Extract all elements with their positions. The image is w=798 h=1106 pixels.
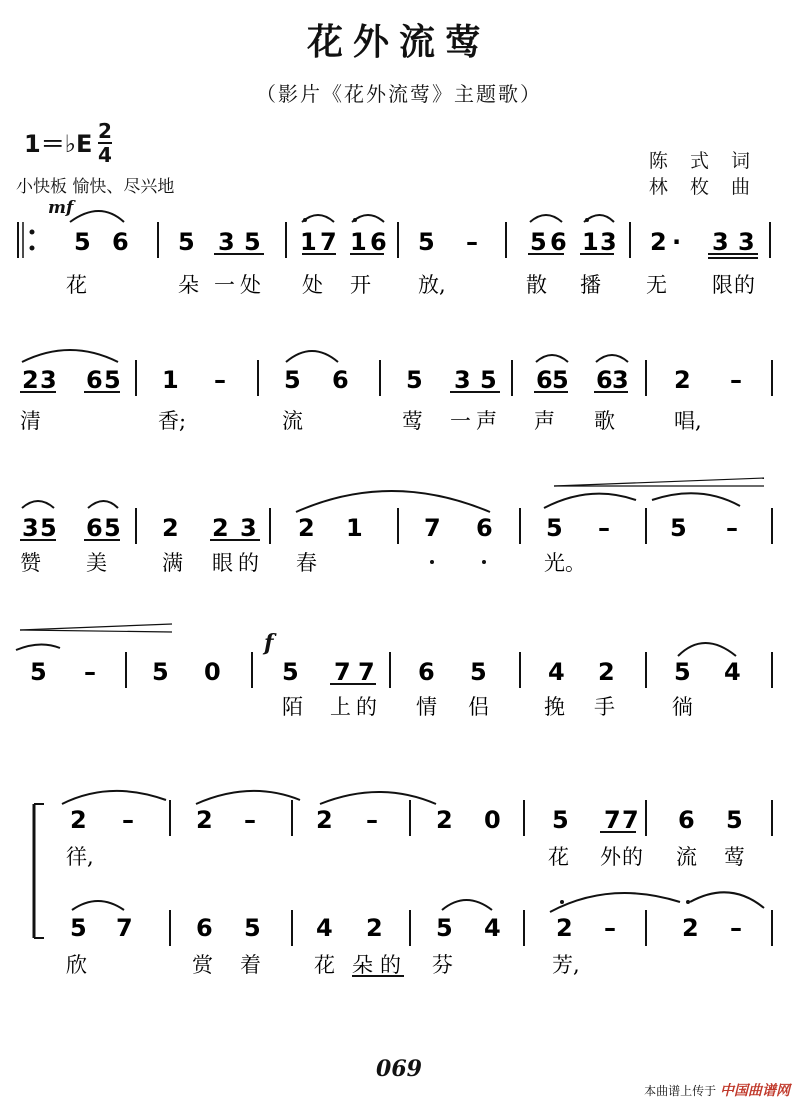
note: 2 [316, 806, 333, 834]
lyric: 清 [20, 409, 41, 433]
note: 1 [350, 228, 367, 256]
lyric: 情 [416, 695, 437, 719]
note: 5 [436, 914, 453, 942]
lyric: 无 [646, 273, 667, 297]
lyricist-credit: 陈 式 词 [648, 150, 758, 172]
note: 2 [556, 914, 573, 942]
lyric: 唱, [674, 409, 702, 433]
dynamic-mf: mf [48, 198, 74, 218]
dynamic-f: f [264, 630, 274, 656]
lyric: 美 [86, 551, 107, 575]
notes-system-1 [74, 228, 755, 256]
lyric: 的 [356, 695, 377, 719]
note: 7 [604, 806, 621, 834]
note: 3 [600, 228, 617, 256]
note: 2 [366, 914, 383, 942]
lyric: 莺 [724, 845, 745, 869]
repeat-dot [30, 230, 35, 235]
lyric: 徜 [672, 695, 693, 719]
note: 3 [40, 366, 57, 394]
lyric: 播 [580, 273, 601, 297]
note: 5 [406, 366, 423, 394]
lyric: 一 [450, 409, 471, 433]
note: – [730, 366, 742, 394]
lyric: 芬 [432, 953, 453, 977]
note: 2 [70, 806, 87, 834]
time-signature-top: 2 [98, 119, 112, 143]
note: 6 [86, 514, 103, 542]
note: 7 [358, 658, 375, 686]
key-signature: 1＝♭E [24, 130, 93, 158]
lyric: 眼 [212, 551, 233, 575]
note: · [672, 228, 682, 256]
lyric: 徉, [66, 845, 94, 869]
note: 1 [346, 514, 363, 542]
note: 5 [552, 806, 569, 834]
lyric: 声 [476, 409, 497, 433]
note: 5 [152, 658, 169, 686]
lyric: 处 [302, 273, 323, 297]
note: – [604, 914, 616, 942]
note: 5 [104, 366, 121, 394]
note: 4 [548, 658, 565, 686]
lyric: 流 [676, 845, 697, 869]
lyric: 香; [158, 409, 187, 433]
note: – [122, 806, 134, 834]
note: 2 [650, 228, 667, 256]
lyric: 朵 [352, 953, 373, 977]
lyrics-system-4 [282, 695, 693, 719]
lyrics-system-6 [66, 953, 580, 977]
note: 5 [40, 514, 57, 542]
tempo-marking: 小快板 愉快、尽兴地 [16, 177, 175, 197]
composer-credit: 林 枚 曲 [648, 176, 758, 198]
song-subtitle: （影片《花外流莺》主题歌） [256, 82, 542, 106]
note: 3 [712, 228, 729, 256]
note: 2 [298, 514, 315, 542]
lyric: 流 [282, 409, 303, 433]
note: 6 [550, 228, 567, 256]
note: 6 [596, 366, 613, 394]
note: 2 [682, 914, 699, 942]
note: – [366, 806, 378, 834]
note: 3 [454, 366, 471, 394]
note: 2 [598, 658, 615, 686]
note: 2 [674, 366, 691, 394]
note: 6 [370, 228, 387, 256]
lyric: 放, [418, 273, 446, 297]
lyric: 春 [296, 551, 317, 575]
note: 1 [300, 228, 317, 256]
note: 5 [552, 366, 569, 394]
lyric: 朵 [178, 273, 199, 297]
note: 5 [74, 228, 91, 256]
note: 5 [244, 914, 261, 942]
note: 5 [282, 658, 299, 686]
lyric: 的 [622, 845, 643, 869]
note: 0 [204, 658, 221, 686]
song-title: 花外流莺 [306, 21, 491, 63]
note: 5 [546, 514, 563, 542]
lyric: 的 [238, 551, 259, 575]
note: – [244, 806, 256, 834]
note: 6 [332, 366, 349, 394]
note: – [726, 514, 738, 542]
lyric: 的 [734, 273, 755, 297]
lyric: 散 [526, 273, 547, 297]
lyrics-system-5 [66, 845, 745, 869]
lyric: 花 [314, 953, 335, 977]
note: 7 [116, 914, 133, 942]
lyric: 花 [66, 273, 87, 297]
note: 6 [196, 914, 213, 942]
note: 5 [726, 806, 743, 834]
note: 5 [70, 914, 87, 942]
lyric: 外 [600, 845, 621, 869]
note: 4 [316, 914, 333, 942]
lyrics-system-2 [20, 409, 702, 433]
lyric: 花 [548, 845, 569, 869]
note: 4 [724, 658, 741, 686]
lyric: 限 [712, 273, 733, 297]
notes-system-2 [22, 366, 742, 394]
note: 3 [738, 228, 755, 256]
note: 7 [334, 658, 351, 686]
lyric: 歌 [594, 409, 615, 433]
lyrics-system-3 [20, 551, 586, 575]
note: – [730, 914, 742, 942]
footer-text: 本曲谱上传于 [644, 1084, 717, 1098]
note: 5 [104, 514, 121, 542]
lyric: 手 [594, 695, 615, 719]
notes-system-4 [30, 658, 741, 686]
lyric: 光。 [544, 551, 586, 575]
lyric: 莺 [402, 409, 423, 433]
site-logo: 中国曲谱网 [720, 1083, 790, 1099]
crescendo-hairpin [554, 478, 764, 486]
note: 7 [320, 228, 337, 256]
note: 5 [244, 228, 261, 256]
lyric: 着 [240, 953, 261, 977]
note: – [84, 658, 96, 686]
note: 6 [112, 228, 129, 256]
note: 3 [22, 514, 39, 542]
lyric: 的 [380, 953, 401, 977]
lyric: 开 [350, 273, 371, 297]
note: 2 [22, 366, 39, 394]
note: 6 [678, 806, 695, 834]
lyrics-system-1 [66, 273, 755, 297]
lyric: 上 [330, 695, 351, 719]
note: 5 [178, 228, 195, 256]
note: 0 [484, 806, 501, 834]
note: 7 [424, 514, 441, 542]
page-number: 069 [376, 1056, 422, 1082]
note: 6 [476, 514, 493, 542]
notes-system-3 [22, 514, 738, 542]
note: 3 [612, 366, 629, 394]
note: 5 [30, 658, 47, 686]
note: – [598, 514, 610, 542]
note: 5 [418, 228, 435, 256]
lyric: 侣 [468, 695, 489, 719]
lyric: 处 [240, 273, 261, 297]
note: 4 [484, 914, 501, 942]
note: 5 [530, 228, 547, 256]
note: 5 [480, 366, 497, 394]
lyric: 赞 [20, 551, 41, 575]
footer [644, 1080, 790, 1100]
lyric: 满 [162, 551, 183, 575]
note: 5 [470, 658, 487, 686]
lyric: 声 [534, 409, 555, 433]
note: 3 [218, 228, 235, 256]
note: 1 [582, 228, 599, 256]
lyric: 一 [214, 273, 235, 297]
note: 6 [536, 366, 553, 394]
lyric: 赏 [192, 953, 213, 977]
note: 6 [86, 366, 103, 394]
lyric: 欣 [66, 953, 87, 977]
note: – [214, 366, 226, 394]
note: 2 [436, 806, 453, 834]
note: – [466, 228, 478, 256]
lyric: 挽 [544, 695, 565, 719]
time-signature-bottom: 4 [98, 143, 112, 167]
note: 2 [162, 514, 179, 542]
lyric: 陌 [282, 695, 303, 719]
note: 2 [196, 806, 213, 834]
note: 5 [284, 366, 301, 394]
note: 5 [670, 514, 687, 542]
note: 2 [212, 514, 229, 542]
note: 1 [162, 366, 179, 394]
note: 6 [418, 658, 435, 686]
note: 3 [240, 514, 257, 542]
lyric: 芳, [552, 953, 580, 977]
note: 5 [674, 658, 691, 686]
note: 7 [622, 806, 639, 834]
